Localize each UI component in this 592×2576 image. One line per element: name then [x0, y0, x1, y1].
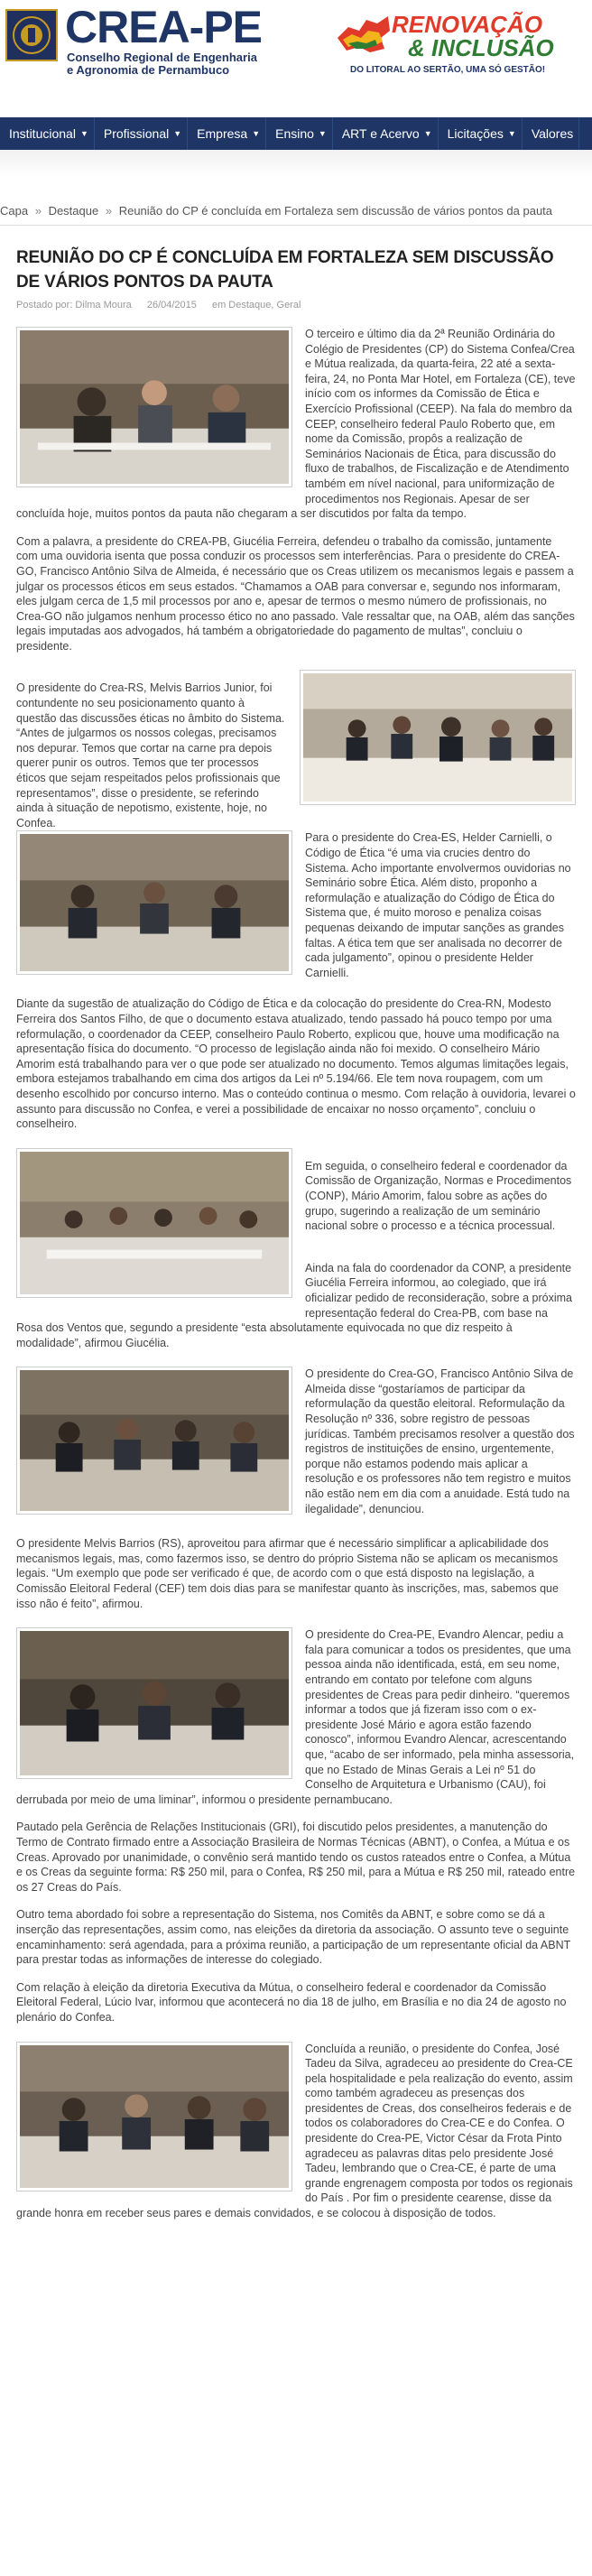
nav-item-licitacoes[interactable] — [439, 117, 523, 150]
article-paragraph: Para o presidente do Crea-ES, Helder Carnielli, o Código de Ética “é uma via crucies dentro do Sistema. Acho importante envolvermos ouvidorias no Seminário sobre Ética. Além disto, proponho a reformulação e atualização do Código de Ética do Sistema que, é muito moroso e penaliza coisas pequenas deixando de imputar sanções as grandes faltas. A ética tem que ser analisada no decorrer de cada julgamento”, opinou o presidente Helder Carnielli. — [305, 831, 571, 979]
article-body — [16, 327, 576, 2221]
nav-label: ART e Acervo — [341, 126, 420, 141]
nav-shadow — [0, 150, 592, 177]
site-header — [0, 0, 592, 116]
article-paragraph: O presidente do Crea-GO, Francisco Antônio Silva de Almeida disse “gostaríamos de participar da reformulação da questão eleitoral. Reformulação da Resolução nº 336, sobre registro de pessoas jurídicas. Também precisamos resolver a questão dos registros de instituições de ensino, urgentemente, porque não estamos podendo mais aplicar a resolução e os professores não tem registro e muitos não estão nem em dia com a anuidade. Está tudo na ilegalidade”, denunciou. — [305, 1367, 575, 1515]
article-paragraph: Em seguida, o conselheiro federal e coordenador da Comissão de Organização, Normas e Procedimentos (CONP), Mário Amorim, falou sobre as ações do grupo, sugerindo a realização de um seminário nacional sobre o processo e a técnica processual. — [305, 1159, 572, 1233]
article-title: REUNIÃO DO CP É CONCLUÍDA EM FORTALEZA SEM DISCUSSÃO DE VÁRIOS PONTOS DA PAUTA — [16, 248, 554, 292]
meeting-photo-1[interactable] — [16, 327, 292, 487]
nav-item-art-acervo[interactable] — [333, 117, 439, 150]
chevron-down-icon: ▼ — [173, 129, 182, 138]
article — [16, 246, 576, 2221]
article-paragraph: O terceiro e último dia da 2ª Reunião Ordinária do Colégio de Presidentes (CP) do Sistema Confea/Crea e Mútua realizada, da quarta-feira, 22 até a sexta-feira, 24, no Ponta Mar Hotel, em Fortaleza (CE), teve início com os informes da Comissão de Ética e Exercício Profissional (CEEP). Na fala do membro da CEEP, conselheiro federal Paulo Roberto que, em nome da Comissão, propôs a realização de Seminários Nacionais de Ética, para discussão do fluxo de trabalhos, de Fiscalização e de Atendimento também em nível nacional, para uniformização de procedimentos nos Regionais. Apesar de ser concluída hoje, muitos pontos da pauta não chegaram a ser discutidos por falta da tempo. — [16, 328, 576, 521]
article-paragraph: Concluída a reunião, o presidente do Confea, José Tadeu da Silva, agradeceu ao presidente do Crea-CE pela hospitalidade e pela realização do evento, assim como também agradeceu as presenças dos presidentes de Creas, dos conselheiros federais e de todos os colaboradores do Crea-CE e do Confea. O presidente do Crea-PE, Victor César da Frota Pinto agradeceu as palavras ditas pelo presidente José Tadeu, lembrando que o Crea-CE, é parte de uma grande engrenagem composta por todos os regionais do País . Por fim o presidente cearense, disse da grande honra em receber seus pares e demais convidados, e se colocou à disposição de todos. — [16, 2042, 573, 2220]
breadcrumb-current: Reunião do CP é concluída em Fortaleza sem discussão de vários pontos da pauta — [118, 204, 553, 218]
article-meta — [16, 300, 576, 310]
pernambuco-map-icon — [336, 11, 392, 60]
logo-title[interactable]: CREA-PE — [65, 2, 263, 52]
nav-item-valores[interactable] — [523, 117, 579, 150]
campaign-title-1: RENOVAÇÃO — [392, 11, 543, 38]
breadcrumb — [0, 204, 592, 226]
meta-date: 26/04/2015 — [146, 300, 197, 310]
meeting-photo-3[interactable] — [16, 830, 292, 975]
main-nav — [0, 117, 592, 150]
campaign-banner[interactable] — [332, 7, 588, 81]
article-paragraph: Com relação à eleição da diretoria Executiva da Mútua, o conselheiro federal e coordenador da Comissão Eleitoral Federal, Lúcio Ivar, informou que acontecerá no dia 18 de julho, em Brasília e no dia 24 de agosto no plenário do Confea. — [16, 1980, 567, 2024]
chevron-down-icon: ▼ — [79, 129, 88, 138]
article-paragraph: Pautado pela Gerência de Relações Institucionais (GRI), foi discutido pelos presidentes, a manutenção do Termo de Contrato firmado entre a Associação Brasileira de Normas Técnicas (ABNT), o Confea, a Mútua e os Creas. Aprovado por unanimidade, o convênio será mantido tendo os custos rateados entre o Confea, a Mútua e os Creas da seguinte forma: R$ 250 mil, para o Confea, R$ 250 mil, para a Mútua e R$ 250 mil, rateado entre os 27 Creas do País. — [16, 1821, 576, 1894]
meeting-photo-5[interactable] — [16, 1367, 292, 1515]
article-paragraph: Outro tema abordado foi sobre a representação do Sistema, nos Comitês da ABNT, e sobre como se dá a inserção das representações, assim como, nas eleições da diretoria da associação. O assunto teve o seguinte encaminhamento: será agendada, para a próxima reunião, a participação de um representante oficial da ABNT para prestar todas as informações de interesse do colegiado. — [16, 1908, 571, 1967]
article-paragraph: O presidente do Crea-PE, Evandro Alencar, pediu a fala para comunicar a todos os presidentes, que uma pessoa ainda não identificada, está, em seu nome, entrando em contato por telefone com alguns presidentes de Creas para pedir dinheiro. “queremos informar a todos que já fizeram isso com o ex-presidente José Mário e agora estão fazendo conosco”, informou Evandro Alencar, acrescentando que, “acabo de ser informado, pela minha assessoria, que no Estado de Minas Gerais a Lei nº 51 do Conselho de Arquitetura e Urbanismo (CAU), foi derrubada por meio de uma liminar”, informou o presidente pernambucano. — [16, 1628, 575, 1806]
meta-author[interactable]: Postado por: Dilma Moura — [16, 300, 132, 310]
nav-label: Profissional — [103, 126, 170, 141]
campaign-title-2: & INCLUSÃO — [408, 34, 554, 61]
meeting-photo-4[interactable] — [16, 1148, 292, 1298]
logo-subtitle-line2: e Agronomia de Pernambuco — [67, 63, 230, 77]
chevron-down-icon: ▼ — [252, 129, 261, 138]
breadcrumb-separator: » — [34, 204, 42, 218]
nav-label: Empresa — [197, 126, 248, 141]
chevron-down-icon: ▼ — [318, 129, 327, 138]
nav-item-profissional[interactable] — [95, 117, 188, 150]
article-paragraph: Diante da sugestão de atualização do Código de Ética e da colocação do presidente do Crea-RN, Modesto Ferreira dos Santos Filho, de que o documento estava atualizado, tendo passado há pouco tempo por uma reformulação, o coordenador da CEEP, conselheiro Paulo Roberto, explicou que, houve uma modificação na apresentação física do documento. “O processo de legislação ainda não foi mexido. O conselheiro Mário Amorim está trabalhando para ver o que pode ser atualizado no documento. Temos algumas limitações legais, embora estejamos trabalhando em cima dos artigos da Lei nº 5.194/66. Ele tem nova roupagem, com um desenho escolhido por concurso interno. Mas o conteúdo continua o mesmo. Com relação à ouvidoria, levarei o assunto para discussão no Confea, e verei a possibilidade de encaixar no nosso orçamento”, concluiu o conselheiro. — [16, 997, 576, 1131]
article-paragraph: Com a palavra, a presidente do CREA-PB, Giucélia Ferreira, defendeu o trabalho da comissão, juntamente com uma ouvidoria isenta que possa conduzir os processos sem interferências. Para o presidente do CREA-GO, Francisco Antônio Silva de Almeida, é necessário que os Creas utilizem os mecanismos legais e passem a julgar os processos éticos em seus estados. “Chamamos a OAB para conversar e, segundo nos informaram, eles julgam cerca de 1,5 mil processos por ano e, apesar de termos o mesmo número de profissionais, no Crea-GO não julgamos nenhum processo ético no ano passado. Vale ressaltar que, na OAB, além das sanções legais imputadas aos advogados, há também a obrigatoriedade do pagamento de multas”, concluiu o presidente. — [16, 534, 575, 653]
nav-item-ensino[interactable] — [266, 117, 333, 150]
article-paragraph: Ainda na fala do coordenador da CONP, a presidente Giucélia Ferreira informou, ao colegiado, que irá oficializar pedido de reconsideração, sobre a próxima representação federal do Crea-PB, com base na Rosa dos Ventos que, segundo a presidente “esta absolutamente equivocada no que diz respeito à modalidade”, afirmou Giucélia. — [16, 1261, 572, 1349]
breadcrumb-home[interactable]: Capa — [0, 204, 29, 218]
meeting-photo-6[interactable] — [16, 1627, 292, 1779]
nav-label: Institucional — [9, 126, 76, 141]
campaign-tagline: DO LITORAL AO SERTÃO, UMA SÓ GESTÃO! — [350, 65, 546, 75]
nav-label: Licitações — [447, 126, 504, 141]
meeting-photo-7[interactable] — [16, 2042, 292, 2191]
chevron-down-icon: ▼ — [423, 129, 432, 138]
nav-item-institucional[interactable] — [0, 117, 95, 150]
nav-label: Ensino — [275, 126, 314, 141]
meta-category[interactable]: em Destaque, Geral — [211, 300, 301, 310]
chevron-down-icon: ▼ — [507, 129, 516, 138]
article-paragraph: O presidente do Crea-RS, Melvis Barrios Junior, foi contundente no seu posicionamento quanto à questão das discussões éticas no âmbito do Sistema. “Antes de julgarmos os nossos colegas, precisamos nos depurar. Temos que cortar na carne pra depois querer punir os outros. Temos que ter processos éticos que sejam respeitados pelos profissionais que representamos”, disse o presidente, se referindo ainda à situação de nepotismo, existente, hoje, no Confea. — [16, 681, 285, 829]
nav-label: Valores — [531, 126, 574, 141]
article-paragraph: O presidente Melvis Barrios (RS), aproveitou para afirmar que é necessário simplificar a aplicabilidade dos mecanismos legais, mas, como fazermos isso, se dentro do próprio Sistema não se aplicam os mecanismos legais. “Um exemplo que pode ser verificado é que, de acordo com o que está disposto na legislação, a Comissão Eleitoral Federal (CEF) tem dois dias para se manifestar quanto às inscrições, mas, sabemos que isso não é feito”, afirmou. — [16, 1537, 559, 1610]
breadcrumb-separator: » — [105, 204, 113, 218]
crea-seal-icon[interactable] — [5, 9, 58, 61]
logo-subtitle-line1: Conselho Regional de Engenharia — [67, 51, 257, 64]
meeting-photo-2[interactable] — [300, 670, 576, 805]
breadcrumb-section[interactable]: Destaque — [48, 204, 99, 218]
nav-item-empresa[interactable] — [188, 117, 266, 150]
